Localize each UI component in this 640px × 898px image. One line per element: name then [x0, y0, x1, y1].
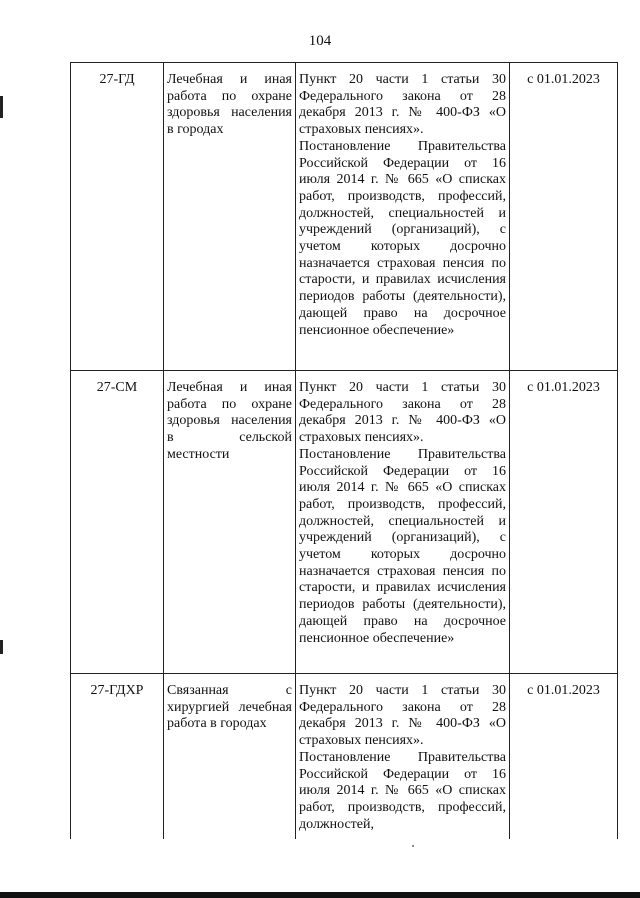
description-cell: Лечебная и иная работа по охране здоровья населения в сельской местности — [164, 371, 296, 674]
effective-date-cell: с 01.01.2023 — [510, 63, 618, 371]
legal-basis-resolution: Постановление Правительства Российской Федерации от 16 июля 2014 г. № 665 «О списках работ, производств, профессий, должностей, специальностей и учреждений (организаций), с учетом которых досрочно назначается страховая пенсия по старости, и правилах исчисления периодов работы (деятельности), дающей право на досрочное пенсионное обеспечение» — [299, 138, 506, 338]
pension-codes-table — [70, 62, 618, 839]
scan-edge-mark — [0, 96, 3, 118]
scan-speck — [412, 845, 414, 847]
code-cell: 27-ГДХР — [71, 674, 164, 840]
legal-basis-resolution: Постановление Правительства Российской Федерации от 16 июля 2014 г. № 665 «О списках работ, производств, профессий, должностей, специальностей и учреждений (организаций), с учетом которых досрочно назначается страховая пенсия по старости, и правилах исчисления периодов работы (деятельности), дающей право на досрочное пенсионное обеспечение» — [299, 446, 506, 646]
effective-date-cell: с 01.01.2023 — [510, 371, 618, 674]
scan-edge-mark — [0, 640, 3, 654]
table-row — [71, 674, 618, 840]
table-row — [71, 371, 618, 674]
scan-bottom-edge — [0, 892, 640, 898]
effective-date-cell: с 01.01.2023 — [510, 674, 618, 840]
description-cell: Связанная с хирургией лечебная работа в городах — [164, 674, 296, 840]
table-row — [71, 63, 618, 371]
legal-basis-cell — [296, 674, 510, 840]
page-number: 104 — [308, 33, 332, 49]
description-cell: Лечебная и иная работа по охране здоровья населения в городах — [164, 63, 296, 371]
code-cell: 27-СМ — [71, 371, 164, 674]
legal-basis-resolution: Постановление Правительства Российской Федерации от 16 июля 2014 г. № 665 «О списках работ, производств, профессий, должностей, — [299, 749, 506, 832]
legal-basis-law: Пункт 20 части 1 статьи 30 Федерального закона от 28 декабря 2013 г. № 400-ФЗ «О страховых пенсиях». — [299, 72, 506, 138]
code-cell: 27-ГД — [71, 63, 164, 371]
legal-basis-cell — [296, 371, 510, 674]
legal-basis-cell — [296, 63, 510, 371]
legal-basis-law: Пункт 20 части 1 статьи 30 Федерального закона от 28 декабря 2013 г. № 400-ФЗ «О страховых пенсиях». — [299, 380, 506, 446]
legal-basis-law: Пункт 20 части 1 статьи 30 Федерального закона от 28 декабря 2013 г. № 400-ФЗ «О страховых пенсиях». — [299, 683, 506, 749]
